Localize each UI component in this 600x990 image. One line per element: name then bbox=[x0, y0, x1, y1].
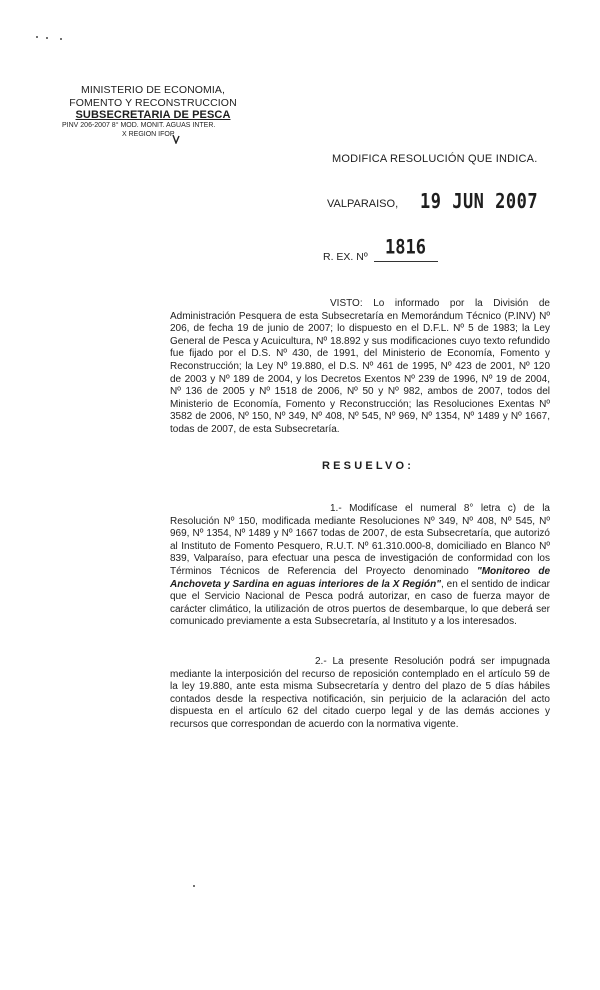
scan-speck bbox=[46, 37, 48, 39]
article-2 bbox=[170, 656, 550, 732]
visto-paragraph bbox=[170, 298, 550, 437]
resuelvo-heading: RESUELVO: bbox=[322, 460, 415, 472]
subsecretaria-line: SUBSECRETARIA DE PESCA bbox=[75, 109, 231, 121]
article-1-lead: 1.- Modifícase el numeral 8° letra c) de la Resolución Nº 150, modificada mediante Resoluciones Nº 349, Nº 408, Nº 545, Nº 969, Nº 1354, Nº 1489 y Nº 1667 todas de 2007, de esta Subsecretaría, que autorizó al Instituto de Fomento Pesquero, R.U.T. Nº 61.310.000-8, domiciliado en Blanco Nº 839, Valparaíso, para efectuar una pesca de investigación de conformidad con los Términos Técnicos de Referencia del Proyecto denominado bbox=[170, 503, 550, 577]
resolution-number: 1816 bbox=[385, 236, 426, 259]
document-subject: MODIFICA RESOLUCIÓN QUE INDICA. bbox=[332, 153, 538, 165]
ministry-header bbox=[58, 84, 248, 122]
ministry-line-1: MINISTERIO DE ECONOMIA, bbox=[80, 84, 226, 96]
scan-speck bbox=[36, 36, 38, 38]
visto-label: VISTO: bbox=[330, 298, 363, 309]
date-stamp: 19 JUN 2007 bbox=[420, 190, 539, 214]
initials-mark-icon bbox=[172, 134, 180, 144]
scan-speck bbox=[60, 38, 62, 40]
scan-speck bbox=[193, 885, 195, 887]
article-2-text: 2.- La presente Resolución podrá ser impugnada mediante la interposición del recurso de reposición contemplado en el artículo 59 de la ley 19.880, ante esta misma Subsecretaría y dentro del plazo de 5 días hábiles contados desde la respectiva notificación, sin perjuicio de la aclaración del acto dispuesta en el artículo 62 del citado cuerpo legal y de las demás acciones y recursos que correspondan de acuerdo con la normativa vigente. bbox=[170, 656, 550, 730]
visto-text: Lo informado por la División de Administración Pesquera de esta Subsecretaría en Memorándum Técnico (P.INV) Nº 206, de fecha 19 de junio de 2007; lo dispuesto en el D.F.L. Nº 5 de 1983; la Ley General de Pesca y Acuicultura, Nº 18.892 y sus modificaciones cuyo texto refundido fue fijado por el D.S. Nº 430, de 1991, del Ministerio de Economía, Fomento y Reconstrucción; la Ley Nº 19.880, el D.S. Nº 461 de 1995, Nº 423 de 2001, Nº 120 de 2003 y Nº 189 de 2004, y los Decretos Exentos Nº 239 de 1996, Nº 19 de 2004, Nº 136 de 2005 y Nº 1518 de 2006, Nº 50 y Nº 982, ambos de 2007, todos del Ministerio de Economía, Fomento y Reconstrucción; las Resoluciones Exentas Nº 3582 de 2006, Nº 150, Nº 349, Nº 408, Nº 545, Nº 969, Nº 1354, Nº 1489 y Nº 1667, todas de 2007, de esta Subsecretaría. bbox=[170, 298, 550, 435]
reference-code bbox=[62, 122, 257, 139]
rex-label: R. EX. Nº bbox=[323, 251, 368, 263]
article-1 bbox=[170, 503, 550, 629]
project-name: "Monitoreo de Anchoveta y Sardina en aguas interiores de la X Región" bbox=[170, 565, 551, 590]
place-label: VALPARAISO, bbox=[327, 198, 399, 210]
rex-underline bbox=[374, 261, 438, 262]
reference-line-1: PINV 206-2007 8° MOD. MONIT. AGUAS INTER. bbox=[62, 122, 216, 129]
article-1-tail: , en el sentido de indicar que el Servicio Nacional de Pesca podrá autorizar, en caso de fuerza mayor de carácter climático, la utilización de otros puertos de desembarque, lo que deberá ser comunicado previamente a esta Subsecretaría, al Instituto y a los interesados. bbox=[170, 578, 551, 628]
reference-line-2: X REGION IFOP bbox=[122, 130, 175, 138]
ministry-line-2: FOMENTO Y RECONSTRUCCION bbox=[69, 96, 237, 109]
